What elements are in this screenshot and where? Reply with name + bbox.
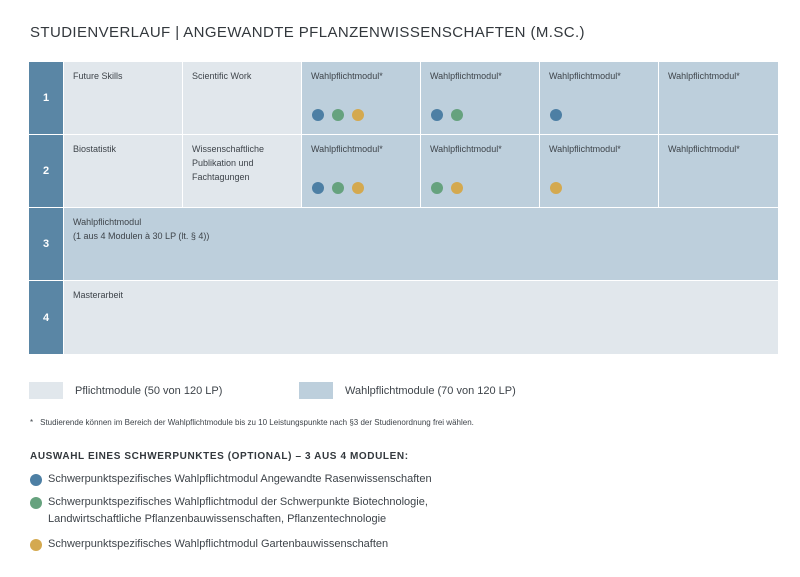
module-cell: [64, 281, 778, 354]
module-label: Biostatistik: [73, 144, 117, 154]
selection-item-text: Schwerpunktspezifisches Wahlpflichtmodul der Schwerpunkte Biotechnologie,: [48, 496, 428, 508]
module-cell: [421, 135, 539, 207]
selection-item: [30, 494, 428, 528]
module-cell: [659, 62, 778, 134]
footnote-marker: *: [30, 418, 34, 427]
module-cell: [421, 62, 539, 134]
focus-dot-icon: [352, 182, 364, 194]
page-title: STUDIENVERLAUF | ANGEWANDTE PFLANZENWISSENSCHAFTEN (M.SC.): [30, 24, 585, 41]
module-cell: [183, 135, 301, 207]
module-label: Wahlpflichtmodul*: [311, 144, 383, 154]
module-label: Wahlpflichtmodul*: [668, 71, 740, 81]
selection-item: [30, 536, 388, 553]
module-cell: [64, 62, 182, 134]
module-label: Wahlpflichtmodul*: [430, 144, 502, 154]
focus-dot-icon: [550, 182, 562, 194]
focus-dot-icon: [431, 109, 443, 121]
footnote-text: Studierende können im Bereich der Wahlpflichtmodule bis zu 10 Leistungspunkte nach §3 der Studienordnung frei wählen.: [40, 418, 474, 427]
focus-dot-icon: [352, 109, 364, 121]
focus-dot-icon: [30, 539, 42, 551]
module-cell: [540, 135, 658, 207]
semester-number: 3: [29, 208, 63, 280]
selection-item: [30, 471, 432, 488]
selection-heading: AUSWAHL EINES SCHWERPUNKTES (OPTIONAL) – 3 AUS 4 MODULEN:: [30, 451, 409, 462]
selection-item-text: Schwerpunktspezifisches Wahlpflichtmodul Angewandte Rasenwissenschaften: [48, 473, 432, 485]
semester-number: 1: [29, 62, 63, 134]
module-cell: [183, 62, 301, 134]
module-cell: [64, 208, 778, 280]
legend-pflicht: [29, 382, 222, 399]
study-plan-grid: [29, 62, 772, 355]
footnote: [30, 418, 474, 427]
semester-number: 4: [29, 281, 63, 354]
module-cell: [302, 62, 420, 134]
semester-number: 2: [29, 135, 63, 207]
module-label: Wahlpflichtmodul: [73, 217, 142, 227]
legend-label: Pflichtmodule (50 von 120 LP): [75, 384, 223, 397]
module-label: Wahlpflichtmodul*: [549, 144, 621, 154]
focus-dot-icon: [30, 474, 42, 486]
module-label: Wahlpflichtmodul*: [549, 71, 621, 81]
module-cell: [64, 135, 182, 207]
focus-dot-icon: [550, 109, 562, 121]
module-cell: [540, 62, 658, 134]
legend-wahlpflicht: [299, 382, 516, 399]
focus-dot-icon: [332, 109, 344, 121]
focus-dot-icon: [312, 109, 324, 121]
focus-dot-icon: [451, 182, 463, 194]
module-cell: [302, 135, 420, 207]
module-label: Wahlpflichtmodul*: [430, 71, 502, 81]
focus-dot-icon: [30, 497, 42, 509]
focus-dot-icon: [431, 182, 443, 194]
module-label: Wahlpflichtmodul*: [311, 71, 383, 81]
legend-swatch: [29, 382, 63, 399]
selection-item-text: Landwirtschaftliche Pflanzenbauwissenschaften, Pflanzentechnologie: [48, 513, 387, 525]
legend-label: Wahlpflichtmodule (70 von 120 LP): [345, 384, 516, 397]
module-cell: [659, 135, 778, 207]
legend-swatch: [299, 382, 333, 399]
selection-item-text: Schwerpunktspezifisches Wahlpflichtmodul Gartenbauwissenschaften: [48, 538, 389, 550]
focus-dot-icon: [451, 109, 463, 121]
focus-dot-icon: [312, 182, 324, 194]
module-label: Wahlpflichtmodul*: [668, 144, 740, 154]
focus-dot-icon: [332, 182, 344, 194]
module-note: (1 aus 4 Modulen à 30 LP (lt. § 4)): [73, 231, 210, 241]
module-label: Wissenschaftliche Publikation und Fachtagungen: [192, 144, 265, 182]
module-label: Future Skills: [73, 71, 123, 81]
module-label: Masterarbeit: [73, 290, 124, 300]
module-label: Scientific Work: [192, 71, 252, 81]
